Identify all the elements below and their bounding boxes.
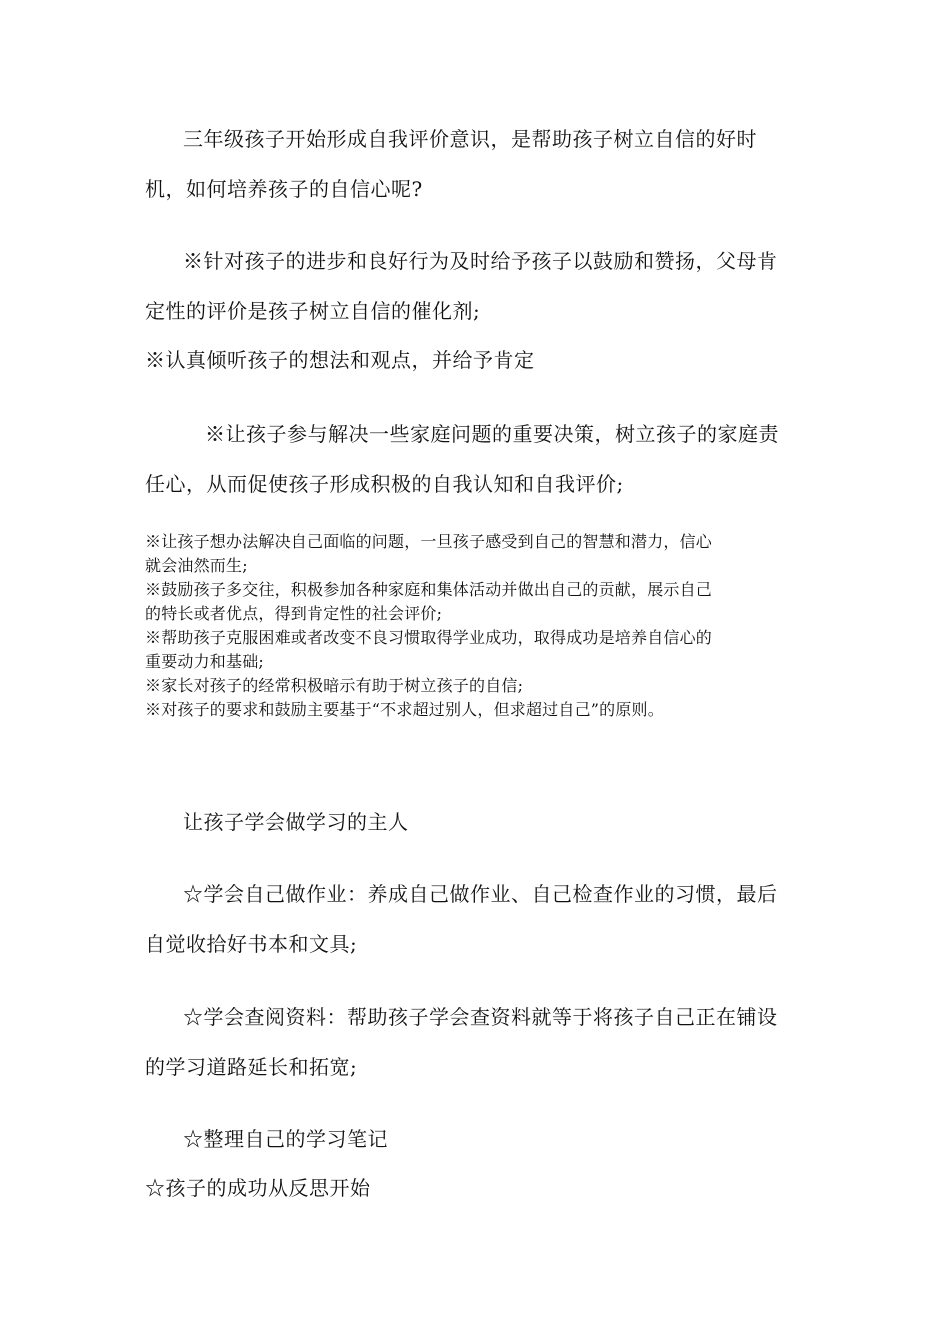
small-tip-line: 重要动力和基础; [145,652,264,671]
study-tip-homework-line-2: 自觉收拾好书本和文具; [145,932,358,956]
small-tips-block [145,530,810,722]
tip-praise-line-1: ※针对孩子的进步和良好行为及时给予孩子以鼓励和赞扬，父母肯 [183,249,778,273]
tip-family-decision-line-1: ※让孩子参与解决一些家庭问题的重要决策，树立孩子的家庭责 [205,422,779,446]
small-tip-line: ※鼓励孩子多交往，积极参加各种家庭和集体活动并做出自己的贡献，展示自己 [145,580,713,599]
study-tip-research-line-1: ☆学会查阅资料：帮助孩子学会查资料就等于将孩子自己正在铺设 [183,1005,778,1029]
study-tip-reflection-line: ☆孩子的成功从反思开始 [145,1176,371,1200]
study-tip-notes-line: ☆整理自己的学习笔记 [183,1127,388,1151]
section-heading: 让孩子学会做学习的主人 [183,810,409,834]
small-tip-line: ※让孩子想办法解决自己面临的问题，一旦孩子感受到自己的智慧和潜力，信心 [145,532,713,551]
study-tip-research-line-2: 的学习道路延长和拓宽; [145,1055,358,1079]
intro-paragraph-line-2: 机，如何培养孩子的自信心呢? [145,177,423,201]
tip-family-decision-line-2: 任心，从而促使孩子形成积极的自我认知和自我评价; [145,472,624,496]
small-tip-line: ※对孩子的要求和鼓励主要基于“不求超过别人，但求超过自己”的原则。 [145,700,664,719]
small-tip-line: ※家长对孩子的经常积极暗示有助于树立孩子的自信; [145,676,524,695]
intro-paragraph-line-1: 三年级孩子开始形成自我评价意识，是帮助孩子树立自信的好时 [183,127,757,151]
small-tip-line: ※帮助孩子克服困难或者改变不良习惯取得学业成功，取得成功是培养自信心的 [145,628,713,647]
small-tip-line: 就会油然而生; [145,556,248,575]
tip-praise-line-2: 定性的评价是孩子树立自信的催化剂; [145,299,481,323]
small-tip-line: 的特长或者优点，得到肯定性的社会评价; [145,604,443,623]
tip-listen-line: ※认真倾听孩子的想法和观点，并给予肯定 [145,348,535,372]
study-tip-homework-line-1: ☆学会自己做作业：养成自己做作业、自己检查作业的习惯，最后 [183,882,778,906]
